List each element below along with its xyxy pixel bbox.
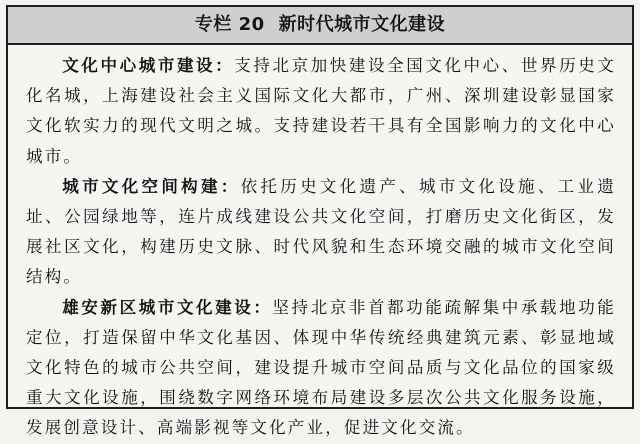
paragraph-lead: 雄安新区城市文化建设： bbox=[62, 297, 273, 317]
paragraph-cultural-space bbox=[26, 172, 616, 293]
paragraph-lead: 文化中心城市建设： bbox=[62, 56, 235, 75]
paragraph-lead: 城市文化空间构建： bbox=[62, 176, 241, 196]
paragraph-body: 支持北京加快建设全国文化中心、世界历史文化名城，上海建设社会主义国际文化大都市，广州、深圳建设彰显国家文化软实力的现代文明之城。支持建设若干具有全国影响力的文化中心城市。 bbox=[26, 56, 616, 166]
box-title: 新时代城市文化建设 bbox=[278, 14, 446, 35]
box-header bbox=[8, 7, 632, 45]
paragraph-xiongan bbox=[26, 293, 616, 444]
feature-box bbox=[6, 5, 634, 438]
paragraph-body: 坚持北京非首都功能疏解集中承载地功能定位，打造保留中华文化基因、体现中华传统经典建筑元素、彰显地域文化特色的城市公共空间，建设提升城市空间品质与文化品位的国家级重大文化设施，围绕数字网络环境布局建设多层次公共文化服务设施，发展创意设计、高端影视等文化产业，促进文化交流。 bbox=[26, 297, 617, 438]
paragraph-body: 依托历史文化遗产、城市文化设施、工业遗址、公园绿地等，连片成线建设公共文化空间，打磨历史文化街区，发展社区文化，构建历史文脉、时代风貌和生态环境交融的城市文化空间结构。 bbox=[26, 176, 616, 287]
column-number: 20 bbox=[238, 14, 265, 35]
paragraph-cultural-center bbox=[26, 51, 616, 172]
box-content bbox=[8, 45, 632, 444]
column-label: 专栏 bbox=[194, 14, 232, 35]
